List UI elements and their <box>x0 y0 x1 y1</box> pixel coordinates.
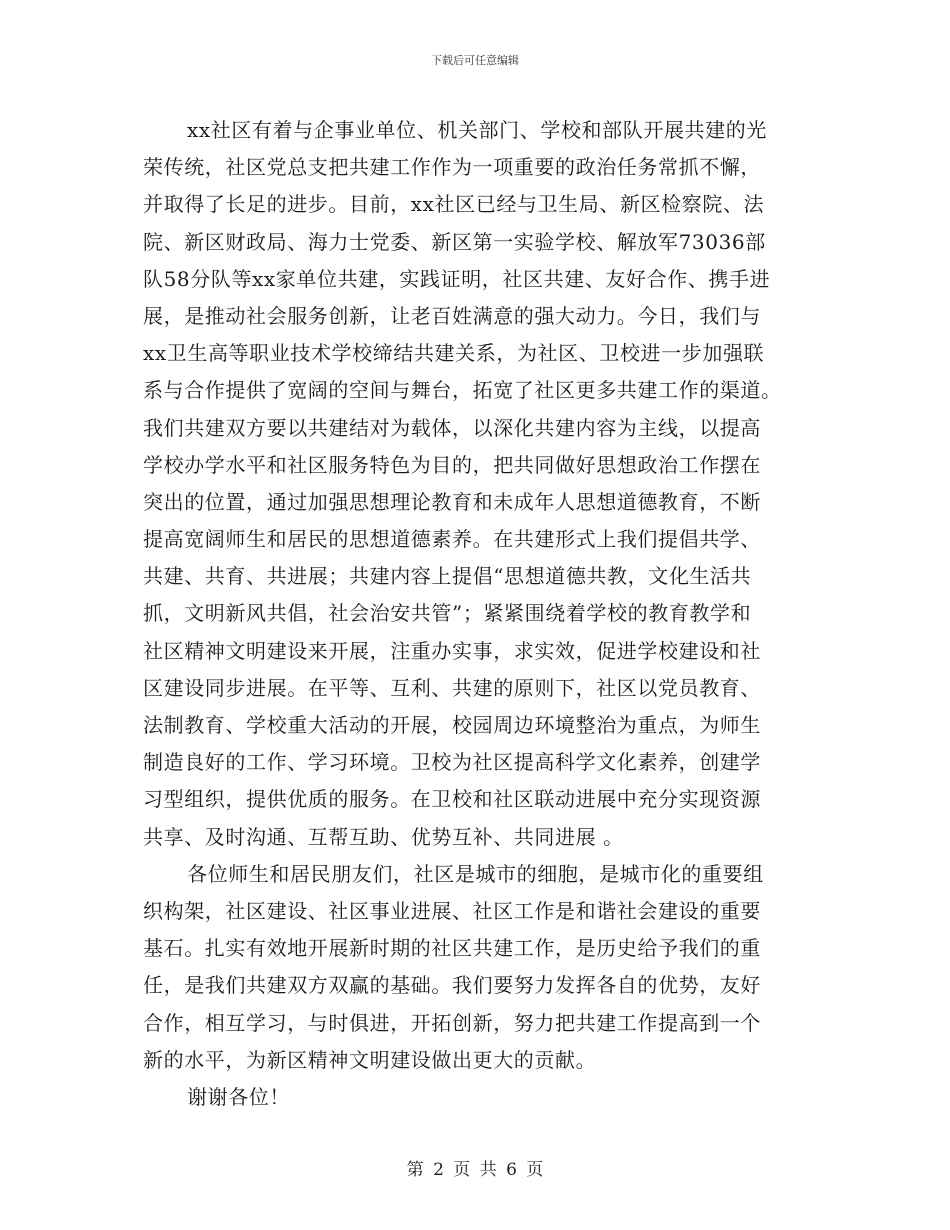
text-line: 突出的位置，通过加强思想理论教育和未成年人思想道德教育，不断 <box>143 489 761 514</box>
text-line: 院、新区财政局、海力士党委、新区第一实验学校、解放军73036部 <box>143 229 766 254</box>
text-line: xx社区有着与企事业单位、机关部门、学校和部队开展共建的光 <box>187 118 767 142</box>
text-line: 区建设同步进展。在平等、互利、共建的原则下，社区以党员教育、 <box>143 675 761 700</box>
text-line: 织构架，社区建设、社区事业进展、社区工作是和谐社会建设的重要 <box>143 898 761 923</box>
text-line: 合作，相互学习，与时俱进，开拓创新，努力把共建工作提高到一个 <box>143 1010 761 1035</box>
text-line: 各位师生和居民朋友们，社区是城市的细胞，是城市化的重要组 <box>187 861 764 886</box>
page-header: 下载后可任意编辑 <box>431 54 519 67</box>
text-line: 学校办学水平和社区服务特色为目的，把共同做好思想政治工作摆在 <box>143 452 761 477</box>
text-line: 新的水平，为新区精神文明建设做出更大的贡献。 <box>143 1047 597 1072</box>
text-line: 谢谢各位！ <box>187 1084 290 1109</box>
page-footer: 第 2 页 共 6 页 <box>406 1160 544 1180</box>
text-line: 习型组织，提供优质的服务。在卫校和社区联动进展中充分实现资源 <box>143 787 761 812</box>
text-line: 队58分队等xx家单位共建，实践证明，社区共建、友好合作、携手进 <box>143 266 771 291</box>
text-line: 展，是推动社会服务创新，让老百姓满意的强大动力。今日，我们与 <box>143 303 761 328</box>
text-line: 基石。扎实有效地开展新时期的社区共建工作，是历史给予我们的重 <box>143 936 761 961</box>
text-line: 共享、及时沟通、互帮互助、优势互补、共同进展 。 <box>143 824 624 849</box>
document-body <box>143 112 813 1116</box>
text-line: 共建、共育、共进展；共建内容上提倡“思想道德共教，文化生活共 <box>143 564 752 589</box>
text-line: 系与合作提供了宽阔的空间与舞台，拓宽了社区更多共建工作的渠道。 <box>143 378 782 403</box>
text-line: 制造良好的工作、学习环境。卫校为社区提高科学文化素养，创建学 <box>143 750 761 775</box>
text-line: 抓，文明新风共倡，社会治安共管”；紧紧围绕着学校的教育教学和 <box>143 601 752 626</box>
text-line: 法制教育、学校重大活动的开展，校园周边环境整治为重点，为师生 <box>143 713 761 737</box>
text-line: 社区精神文明建设来开展，注重办实事，求实效，促进学校建设和社 <box>143 638 761 663</box>
text-line: xx卫生高等职业技术学校缔结共建关系，为社区、卫校进一步加强联 <box>143 341 765 366</box>
text-line: 并取得了长足的进步。目前，xx社区已经与卫生局、新区检察院、法 <box>143 192 765 217</box>
text-line: 任，是我们共建双方双赢的基础。我们要努力发挥各自的优势，友好 <box>143 973 761 998</box>
text-line: 我们共建双方要以共建结对为载体，以深化共建内容为主线，以提高 <box>143 415 761 440</box>
text-line: 提高宽阔师生和居民的思想道德素养。在共建形式上我们提倡共学、 <box>143 527 761 552</box>
text-line: 荣传统，社区党总支把共建工作作为一项重要的政治任务常抓不懈， <box>143 155 761 180</box>
